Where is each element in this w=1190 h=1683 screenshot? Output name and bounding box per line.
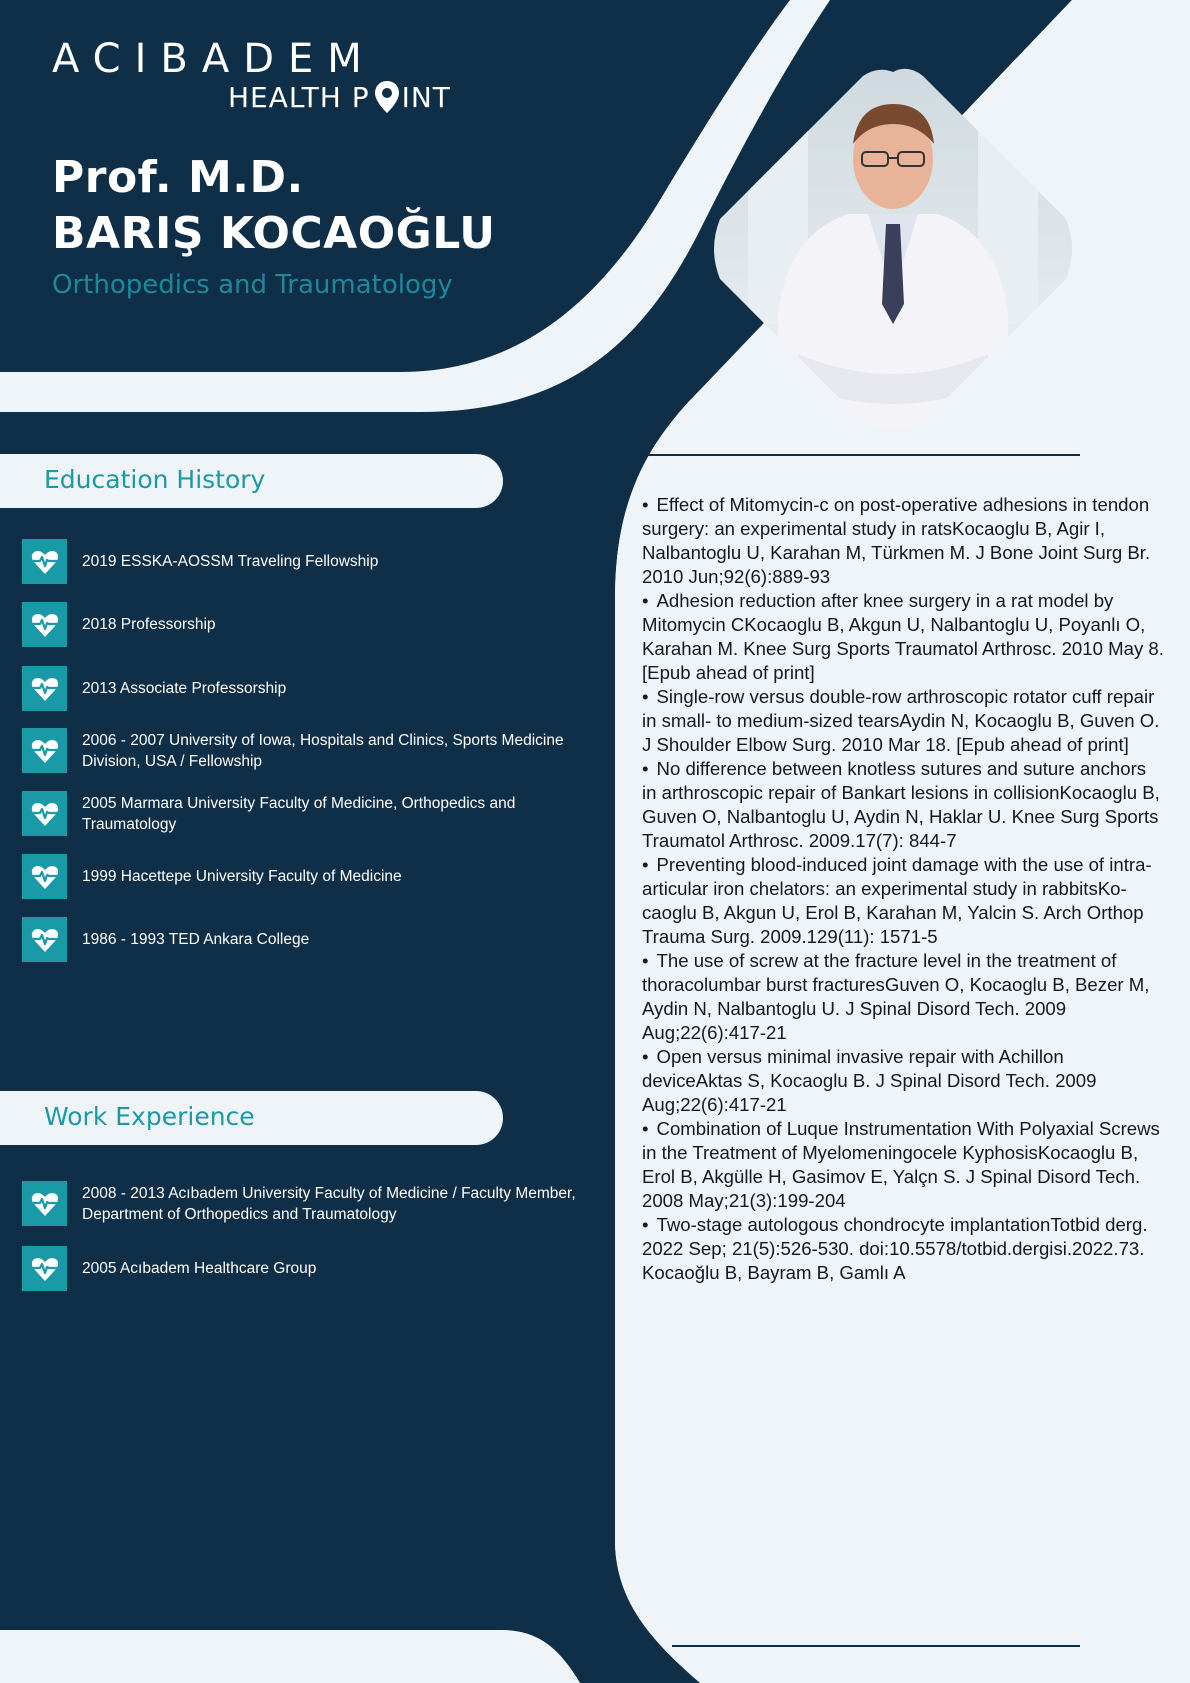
education-item-text: 2006 - 2007 University of Iowa, Hospitals and Clinics, Sports Medicine Division, USA / Fellowship (82, 731, 564, 770)
doctor-name (52, 150, 495, 262)
heart-pulse-icon (22, 539, 67, 584)
work-item-text: 2008 - 2013 Acıbadem University Faculty of Medicine / Faculty Member, Department of Orthopedics and Traumatology (82, 1184, 576, 1223)
publication-item (642, 493, 1164, 589)
work-item (22, 1181, 612, 1226)
bullet-icon: • (642, 950, 649, 971)
logo-wordmark: ACIBADEM (52, 36, 376, 82)
bullet-icon: • (642, 686, 649, 707)
publication-text: Open versus minimal invasive repair with Achillon deviceAktas S, Kocaoglu B. J Spinal Disord Tech. 2009 Aug;22(6):417-21 (642, 1046, 1097, 1115)
location-pin-icon (374, 80, 400, 114)
education-item (22, 666, 612, 711)
work-heading-pill (0, 1091, 503, 1145)
publication-text: No difference between knotless sutures and suture anchors in arthroscopic repair of Bankart lesions in collisionKocaoglu B, Guven O, Nalbantoglu U, Aydin N, Haklar U. Knee Surg Sports Traumatol Arthrosc. 2009.17(7): 844-7 (642, 758, 1160, 851)
publication-item (642, 949, 1164, 1045)
publication-text: Preventing blood-induced joint damage with the use of intra-articular iron chelators: an experimental study in rabbitsKo-caoglu B, Akgun U, Erol B, Karahan M, Yalcin S. Arch Orthop Trauma Surg. 2009.129(11): 1571-5 (642, 854, 1152, 947)
education-item (22, 539, 612, 584)
education-item-text: 1986 - 1993 TED Ankara College (82, 931, 310, 948)
doctor-specialty: Orthopedics and Traumatology (52, 270, 453, 300)
publication-item (642, 757, 1164, 853)
publication-item (642, 685, 1164, 757)
publication-item (642, 1213, 1164, 1285)
bullet-icon: • (642, 590, 649, 611)
publication-item (642, 1045, 1164, 1117)
publication-text: Effect of Mitomycin-c on post-operative adhesions in tendon surgery: an experimental study in ratsKocaoglu B, Agir I, Nalbantoglu U, Karahan M, Türkmen M. J Bone Joint Surg Br. 2010 Jun;92(6):889-93 (642, 494, 1151, 587)
publications-list (642, 493, 1164, 1285)
education-item (22, 791, 612, 836)
education-item-text: 2018 Professorship (82, 616, 216, 633)
publication-text: The use of screw at the fracture level in the treatment of thoracolumbar burst fracturesGuven O, Kocaoglu B, Bezer M, Aydin N, Nalbantoglu U. J Spinal Disord Tech. 2009 Aug;22(6):417-21 (642, 950, 1150, 1043)
publication-item (642, 589, 1164, 685)
bullet-icon: • (642, 1214, 649, 1235)
heart-pulse-icon (22, 917, 67, 962)
bullet-icon: • (642, 494, 649, 515)
publication-text: Combination of Luque Instrumentation With Polyaxial Screws in the Treatment of Myelomeningocele KyphosisKocaoglu B, Erol B, Akgülle H, Gasimov E, Yalçn S. J Spinal Disord Tech. 2008 May;21(3):199-204 (642, 1118, 1160, 1211)
education-item (22, 854, 612, 899)
education-item-text: 2019 ESSKA-AOSSM Traveling Fellowship (82, 553, 379, 570)
publication-text: Two-stage autologous chondrocyte implantationTotbid derg. 2022 Sep; 21(5):526-530. doi:10.5578/totbid.dergisi.2022.73. Kocaoğlu B, Bayram B, Gamlı A (642, 1214, 1148, 1283)
publications-top-rule (642, 454, 1080, 456)
bullet-icon: • (642, 1046, 649, 1067)
doctor-photo (708, 64, 1078, 434)
education-item-text: 2005 Marmara University Faculty of Medicine, Orthopedics and Traumatology (82, 794, 516, 833)
work-item (22, 1246, 612, 1291)
heart-pulse-icon (22, 666, 67, 711)
publication-text: Single-row versus double-row arthroscopic rotator cuff repair in small- to medium-sized tearsAydin N, Kocaoglu B, Guven O. J Shoulder Elbow Surg. 2010 Mar 18. [Epub ahead of print] (642, 686, 1160, 755)
education-item (22, 917, 612, 962)
education-item (22, 728, 612, 773)
publications-bottom-rule (672, 1645, 1080, 1647)
logo-subtitle-right: INT (401, 80, 451, 114)
education-heading: Education History (44, 465, 266, 494)
doctor-full-name: BARIŞ KOCAOĞLU (52, 208, 496, 259)
bullet-icon: • (642, 854, 649, 875)
bullet-icon: • (642, 758, 649, 779)
heart-pulse-icon (22, 728, 67, 773)
education-heading-pill (0, 454, 503, 508)
logo-subtitle (228, 80, 451, 114)
work-item-text: 2005 Acıbadem Healthcare Group (82, 1260, 317, 1277)
doctor-title: Prof. M.D. (52, 152, 304, 203)
education-item (22, 602, 612, 647)
work-heading: Work Experience (44, 1102, 255, 1131)
heart-pulse-icon (22, 602, 67, 647)
education-item-text: 1999 Hacettepe University Faculty of Medicine (82, 868, 402, 885)
education-item-text: 2013 Associate Professorship (82, 680, 287, 697)
heart-pulse-icon (22, 791, 67, 836)
heart-pulse-icon (22, 854, 67, 899)
bullet-icon: • (642, 1118, 649, 1139)
publication-item (642, 1117, 1164, 1213)
heart-pulse-icon (22, 1181, 67, 1226)
publication-text: Adhesion reduction after knee surgery in a rat model by Mitomycin CKocaoglu B, Akgun U, Nalbantoglu U, Poyanlı O, Karahan M. Knee Surg Sports Traumatol Arthrosc. 2010 May 8. [Epub ahead of print] (642, 590, 1164, 683)
publication-item (642, 853, 1164, 949)
logo-subtitle-left: HEALTH P (228, 80, 370, 114)
heart-pulse-icon (22, 1246, 67, 1291)
